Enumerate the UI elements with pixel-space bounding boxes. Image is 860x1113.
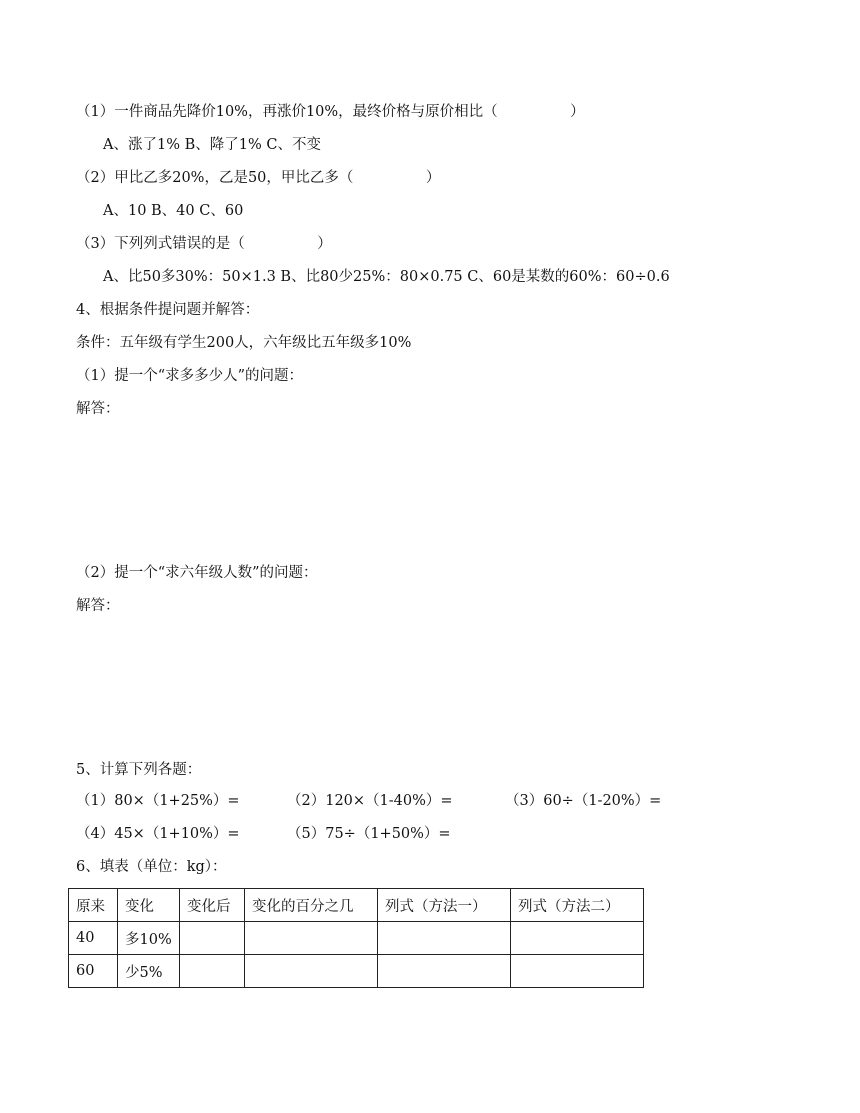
table-cell-original: 40 bbox=[69, 922, 118, 955]
question-2-text: （2）甲比乙多20%，乙是50，甲比乙多（ ） bbox=[76, 170, 441, 186]
question-1-options: A、涨了1% B、降了1% C、不变 bbox=[103, 137, 321, 153]
table-row bbox=[69, 922, 644, 955]
header-change: 变化 bbox=[118, 889, 180, 922]
header-method-1: 列式（方法一） bbox=[378, 889, 511, 922]
header-method-2: 列式（方法二） bbox=[511, 889, 644, 922]
expression-5: （5）75÷（1+50%）= bbox=[287, 826, 451, 842]
section-4-sub-2: （2）提一个“求六年级人数”的问题： bbox=[76, 565, 318, 581]
fill-in-table bbox=[68, 888, 644, 988]
expression-1: （1）80×（1+25%）= bbox=[76, 793, 240, 809]
section-4-condition: 条件：五年级有学生200人，六年级比五年级多10% bbox=[76, 335, 412, 351]
section-4-answer-1-label: 解答： bbox=[76, 401, 120, 417]
table-cell-blank[interactable] bbox=[180, 922, 245, 955]
table-cell-blank[interactable] bbox=[511, 922, 644, 955]
question-2-options: A、10 B、40 C、60 bbox=[103, 203, 244, 219]
table-cell-blank[interactable] bbox=[180, 955, 245, 988]
header-change-percent: 变化的百分之几 bbox=[245, 889, 378, 922]
header-after-change: 变化后 bbox=[180, 889, 245, 922]
question-3-options: A、比50多30%：50×1.3 B、比80少25%：80×0.75 C、60是某数的60%：60÷0.6 bbox=[103, 269, 670, 285]
section-4-sub-1: （1）提一个“求多多少人”的问题： bbox=[76, 368, 304, 384]
table-cell-original: 60 bbox=[69, 955, 118, 988]
question-3-text: （3）下列列式错误的是（ ） bbox=[76, 236, 332, 252]
table-row bbox=[69, 955, 644, 988]
question-1-text: （1）一件商品先降价10%，再涨价10%，最终价格与原价相比（ ） bbox=[76, 104, 585, 120]
section-4-answer-2-label: 解答： bbox=[76, 598, 120, 614]
section-6-title: 6、填表（单位：kg）： bbox=[76, 859, 227, 875]
section-5-title: 5、计算下列各题： bbox=[76, 762, 202, 778]
section-4-title: 4、根据条件提问题并解答： bbox=[76, 302, 260, 318]
header-original: 原来 bbox=[69, 889, 118, 922]
table-cell-blank[interactable] bbox=[378, 955, 511, 988]
table-cell-change: 少5% bbox=[118, 955, 180, 988]
expression-4: （4）45×（1+10%）= bbox=[76, 826, 240, 842]
table-cell-blank[interactable] bbox=[245, 922, 378, 955]
table-cell-blank[interactable] bbox=[245, 955, 378, 988]
expression-2: （2）120×（1-40%）= bbox=[287, 793, 453, 809]
table-header-row bbox=[69, 889, 644, 922]
table-cell-change: 多10% bbox=[118, 922, 180, 955]
table-cell-blank[interactable] bbox=[511, 955, 644, 988]
expression-3: （3）60÷（1-20%）= bbox=[505, 793, 662, 809]
table-cell-blank[interactable] bbox=[378, 922, 511, 955]
